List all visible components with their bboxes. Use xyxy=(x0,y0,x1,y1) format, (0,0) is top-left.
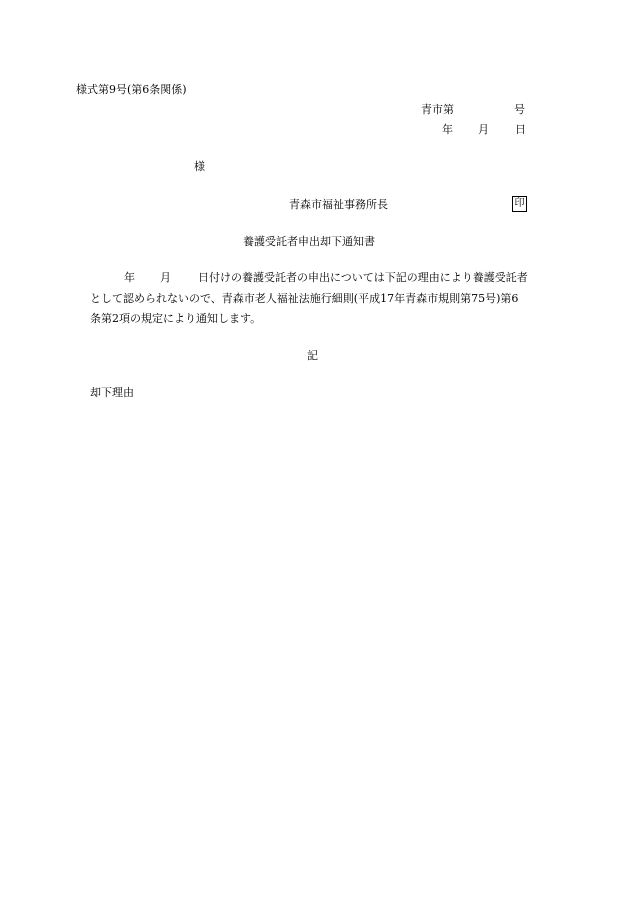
body-text-line-1: 日付けの養護受託者の申出については下記の理由により養護受託者 xyxy=(198,271,528,284)
ki-heading: 記 xyxy=(307,349,318,362)
body-month-label: 月 xyxy=(160,271,171,284)
addressee-honorific: 様 xyxy=(194,160,205,173)
body-text-line-3: 条第2項の規定により通知します。 xyxy=(90,312,262,325)
date-month-label: 月 xyxy=(478,123,489,136)
issue-date xyxy=(442,124,528,138)
seal-mark: 印 xyxy=(512,196,527,212)
document-number-prefix: 青市第 xyxy=(421,103,454,116)
body-text-line-2: として認められないので、青森市老人福祉法施行細則(平成17年青森市規則第75号)第6 xyxy=(90,292,519,305)
rejection-reason-label: 却下理由 xyxy=(90,386,134,399)
date-day-label: 日 xyxy=(515,123,526,136)
form-number: 様式第9号(第6条関係) xyxy=(76,83,187,96)
issuer-name: 青森市福祉事務所長 xyxy=(289,198,388,211)
document-number xyxy=(421,104,527,118)
date-year-label: 年 xyxy=(442,123,453,136)
body-year-label: 年 xyxy=(124,271,135,284)
document-title: 養護受託者申出却下通知書 xyxy=(243,235,375,248)
document-number-suffix: 号 xyxy=(514,103,525,116)
